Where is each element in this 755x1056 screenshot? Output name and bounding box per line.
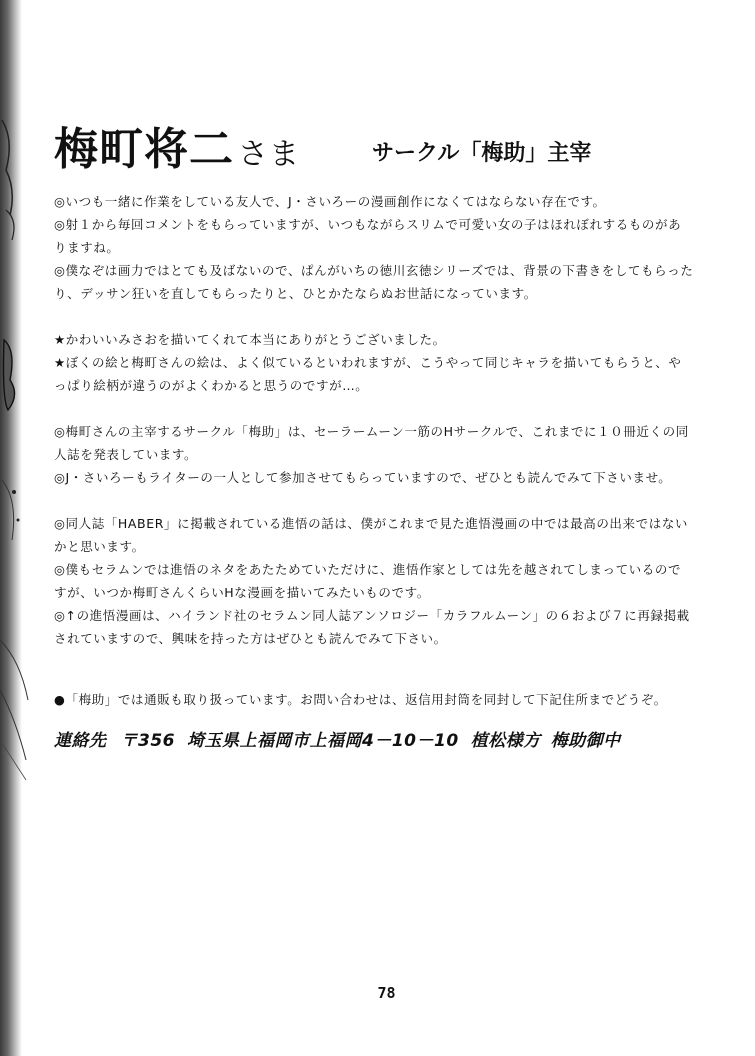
- body-text: [54, 190, 694, 755]
- spacer: [54, 489, 694, 512]
- paragraph: ◎僕なぞは画力ではとても及ばないので、ぱんがいちの徳川玄徳シリーズでは、背景の下書きをしてもらったり、デッサン狂いを直してもらったりと、ひとかたならぬお世話になっています。: [54, 263, 694, 301]
- honorific: さま: [238, 137, 300, 172]
- paragraph: ●「梅助」では通販も取り扱っています。お問い合わせは、返信用封筒を同封して下記住所までどうぞ。: [54, 692, 667, 707]
- spacer: [54, 397, 694, 420]
- contact-recipient: 梅助御中: [550, 731, 621, 751]
- paragraph: ◎J・さいろーもライターの一人として参加させてもらっていますので、ぜひとも読んでみて下さいませ。: [54, 470, 672, 485]
- adjacent-page-illustration: [0, 0, 30, 1056]
- paragraph: ◎同人誌「HABER」に掲載されている進悟の話は、僕がこれまで見た進悟漫画の中では最高の出来ではないかと思います。: [54, 516, 689, 554]
- contact-care-of: 植松様方: [470, 731, 541, 751]
- paragraph: ◎梅町さんの主宰するサークル「梅助」は、セーラームーン一筋のHサークルで、これまでに１０冊近くの同人誌を発表しています。: [54, 424, 689, 462]
- page-number: 78: [377, 984, 396, 1002]
- paragraph: ◎↑の進悟漫画は、ハイランド社のセラムン同人誌アンソロジー「カラフルムーン」の６および７に再録掲載されていますので、興味を持った方はぜひとも読んでみて下さい。: [54, 608, 690, 646]
- paragraph: ★ぼくの絵と梅町さんの絵は、よく似ているといわれますが、こうやって同じキャラを描いてもらうと、やっぱり絵柄が違うのがよくわかると思うのですが…。: [54, 355, 682, 393]
- spacer: [54, 305, 694, 328]
- contact-label: 連絡先: [54, 731, 107, 751]
- page-title: [54, 118, 300, 187]
- contact-address: 埼玉県上福岡市上福岡4－10－10: [187, 731, 459, 751]
- paragraph: ★かわいいみさおを描いてくれて本当にありがとうございました。: [54, 332, 446, 347]
- spacer: [54, 650, 694, 688]
- postal-code: 〒356: [120, 731, 175, 751]
- contact-line: [54, 727, 694, 755]
- page-header: [54, 118, 714, 188]
- person-name: 梅町将二: [54, 124, 234, 175]
- page-subtitle: サークル「梅助」主宰: [372, 141, 592, 166]
- paragraph: ◎僕もセラムンでは進悟のネタをあたためていただけに、進悟作家としては先を越されてしまっているのですが、いつか梅町さんくらいHな漫画を描いてみたいものです。: [54, 562, 682, 600]
- paragraph: ◎いつも一緒に作業をしている友人で、J・さいろーの漫画創作になくてはならない存在です。: [54, 194, 606, 209]
- document-page: [34, 0, 739, 1056]
- paragraph: ◎射１から毎回コメントをもらっていますが、いつもながらスリムで可愛い女の子はほれぼれするものがありますね。: [54, 217, 682, 255]
